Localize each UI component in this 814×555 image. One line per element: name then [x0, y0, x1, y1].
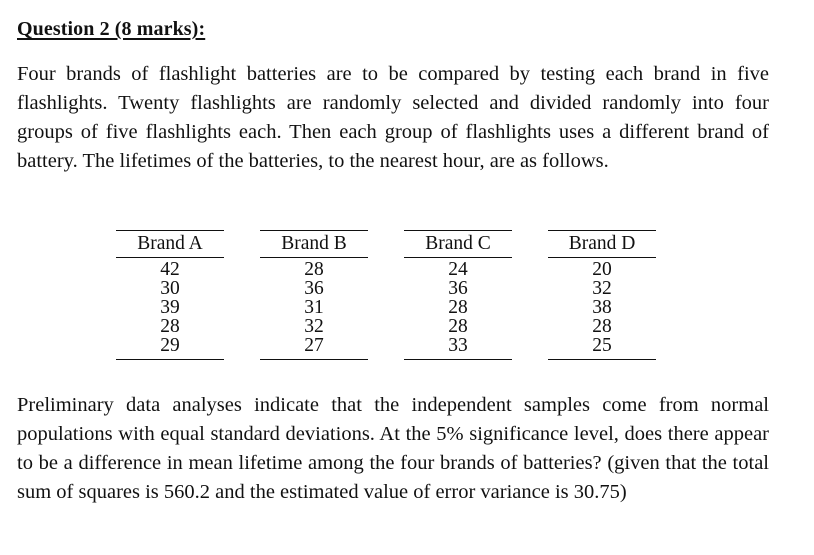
- table-cell: 28: [592, 316, 612, 337]
- table-cell: 32: [592, 278, 612, 299]
- table-cell: 28: [304, 259, 324, 280]
- table-cell: 30: [160, 278, 180, 299]
- header-brand-b: Brand B: [260, 231, 368, 258]
- table-cell: 39: [160, 297, 180, 318]
- battery-lifetime-table: [116, 230, 656, 360]
- question-paragraph: Preliminary data analyses indicate that the independent samples come from normal populations with equal standard deviations. At the 5% significance level, does there appear to be a difference in mean lifetime among the four brands of batteries? (given that the total sum of squares is 560.2 and the estimated value of error variance is 30.75): [17, 394, 769, 503]
- table-cell: 29: [116, 336, 224, 360]
- question-heading: Question 2 (8 marks):: [17, 18, 206, 40]
- table-cell: 38: [592, 297, 612, 318]
- header-brand-c: Brand C: [404, 231, 512, 258]
- table-cell: 33: [404, 336, 512, 360]
- table-cell: 32: [304, 316, 324, 337]
- table-cell: 28: [160, 316, 180, 337]
- table-row: [116, 336, 656, 360]
- table-cell: 36: [304, 278, 324, 299]
- table-header-row: [116, 231, 656, 258]
- table-cell: 31: [304, 297, 324, 318]
- table-row: [116, 279, 656, 298]
- table-cell: 27: [260, 336, 368, 360]
- header-brand-a: Brand A: [116, 231, 224, 258]
- table-cell: 36: [448, 278, 468, 299]
- table-row: [116, 298, 656, 317]
- header-brand-d: Brand D: [548, 231, 656, 258]
- table-cell: 25: [548, 336, 656, 360]
- table-cell: 20: [592, 259, 612, 280]
- table-cell: 28: [448, 316, 468, 337]
- table-cell: 28: [448, 297, 468, 318]
- table-row: [116, 258, 656, 280]
- battery-lifetime-table-container: [116, 230, 656, 360]
- table-cell: 42: [160, 259, 180, 280]
- table-row: [116, 317, 656, 336]
- intro-paragraph: Four brands of flashlight batteries are to be compared by testing each brand in five flashlights. Twenty flashlights are randomly selected and divided randomly into four groups of five flashlights each. Then each group of flashlights uses a different brand of battery. The lifetimes of the batteries, to the nearest hour, are as follows.: [17, 63, 769, 172]
- table-cell: 24: [448, 259, 468, 280]
